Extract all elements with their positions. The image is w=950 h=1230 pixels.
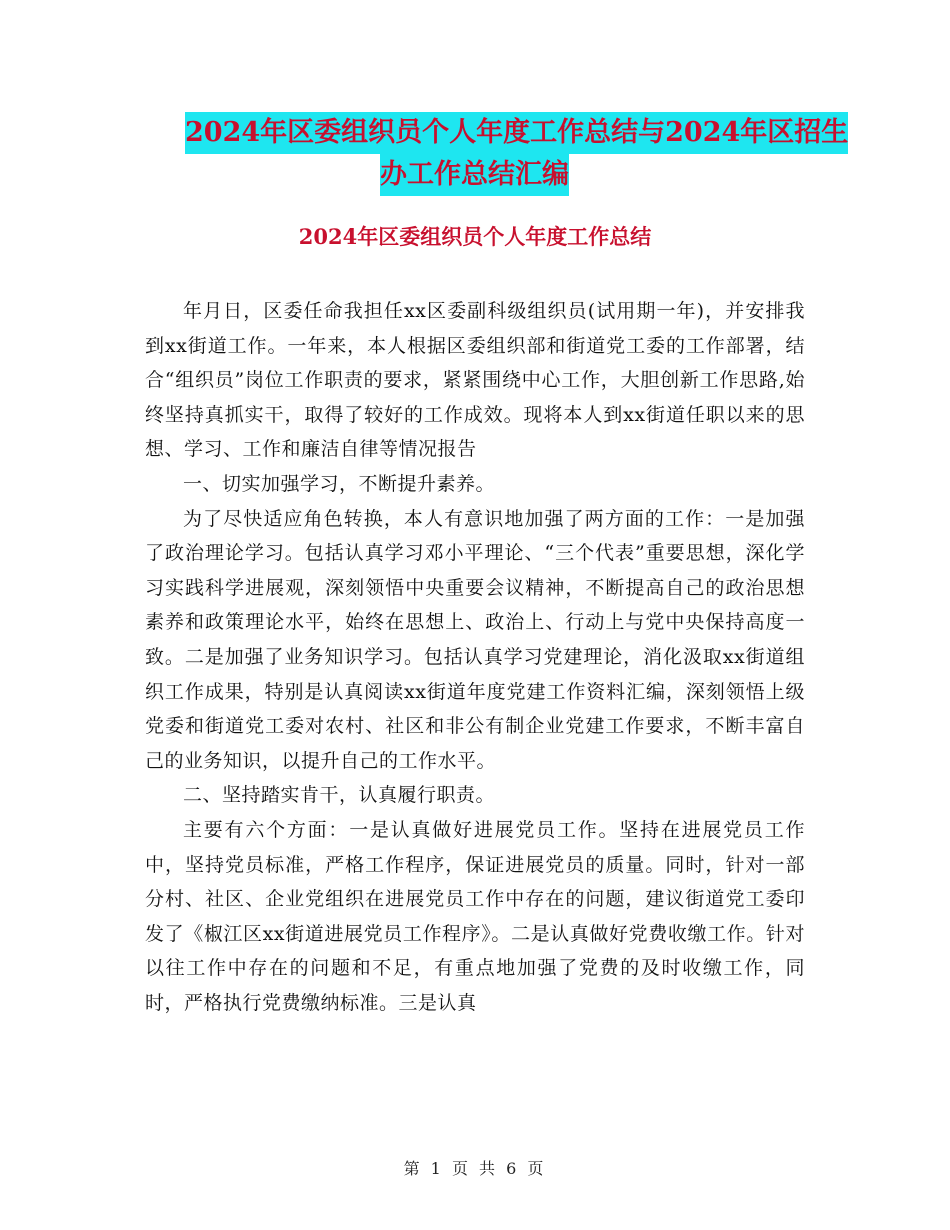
page-footer: 第 1 页 共 6 页 bbox=[403, 1159, 547, 1178]
document-body bbox=[145, 294, 805, 1020]
document-title-line1: 2024年区委组织员个人年度工作总结与2024年区招生 bbox=[185, 112, 848, 154]
paragraph: 主要有六个方面：一是认真做好进展党员工作。坚持在进展党员工作中，坚持党员标准，严格工作程序，保证进展党员的质量。同时，针对一部分村、社区、企业党组织在进展党员工作中存在的问题，建议街道党工委印发了《椒江区xx街道进展党员工作程序》。二是认真做好党费收缴工作。针对以往工作中存在的问题和不足，有重点地加强了党费的及时收缴工作，同时，严格执行党费缴纳标准。三是认真 bbox=[145, 818, 805, 1014]
document-title-line2: 办工作总结汇编 bbox=[380, 154, 569, 196]
paragraph: 一、切实加强学习，不断提升素养。 bbox=[183, 472, 496, 495]
paragraph: 年月日，区委任命我担任xx区委副科级组织员(试用期一年)，并安排我到xx街道工作。一年来，本人根据区委组织部和街道党工委的工作部署，结合“组织员”岗位工作职责的要求，紧紧围绕中心工作，大胆创新工作思路,始终坚持真抓实干，取得了较好的工作成效。现将本人到xx街道任职以来的思想、学习、工作和廉洁自律等情况报告 bbox=[145, 300, 805, 461]
paragraph: 为了尽快适应角色转换，本人有意识地加强了两方面的工作：一是加强了政治理论学习。包括认真学习邓小平理论、“三个代表”重要思想，深化学习实践科学进展观，深刻领悟中央重要会议精神，不断提高自己的政治思想素养和政策理论水平，始终在思想上、政治上、行动上与党中央保持高度一致。二是加强了业务知识学习。包括认真学习党建理论，消化汲取xx街道组织工作成果，特别是认真阅读xx街道年度党建工作资料汇编，深刻领悟上级党委和街道党工委对农村、社区和非公有制企业党建工作要求，不断丰富自己的业务知识，以提升自己的工作水平。 bbox=[145, 507, 805, 772]
section-title: 2024年区委组织员个人年度工作总结 bbox=[298, 224, 652, 249]
paragraph: 二、坚持踏实肯干，认真履行职责。 bbox=[183, 784, 496, 807]
